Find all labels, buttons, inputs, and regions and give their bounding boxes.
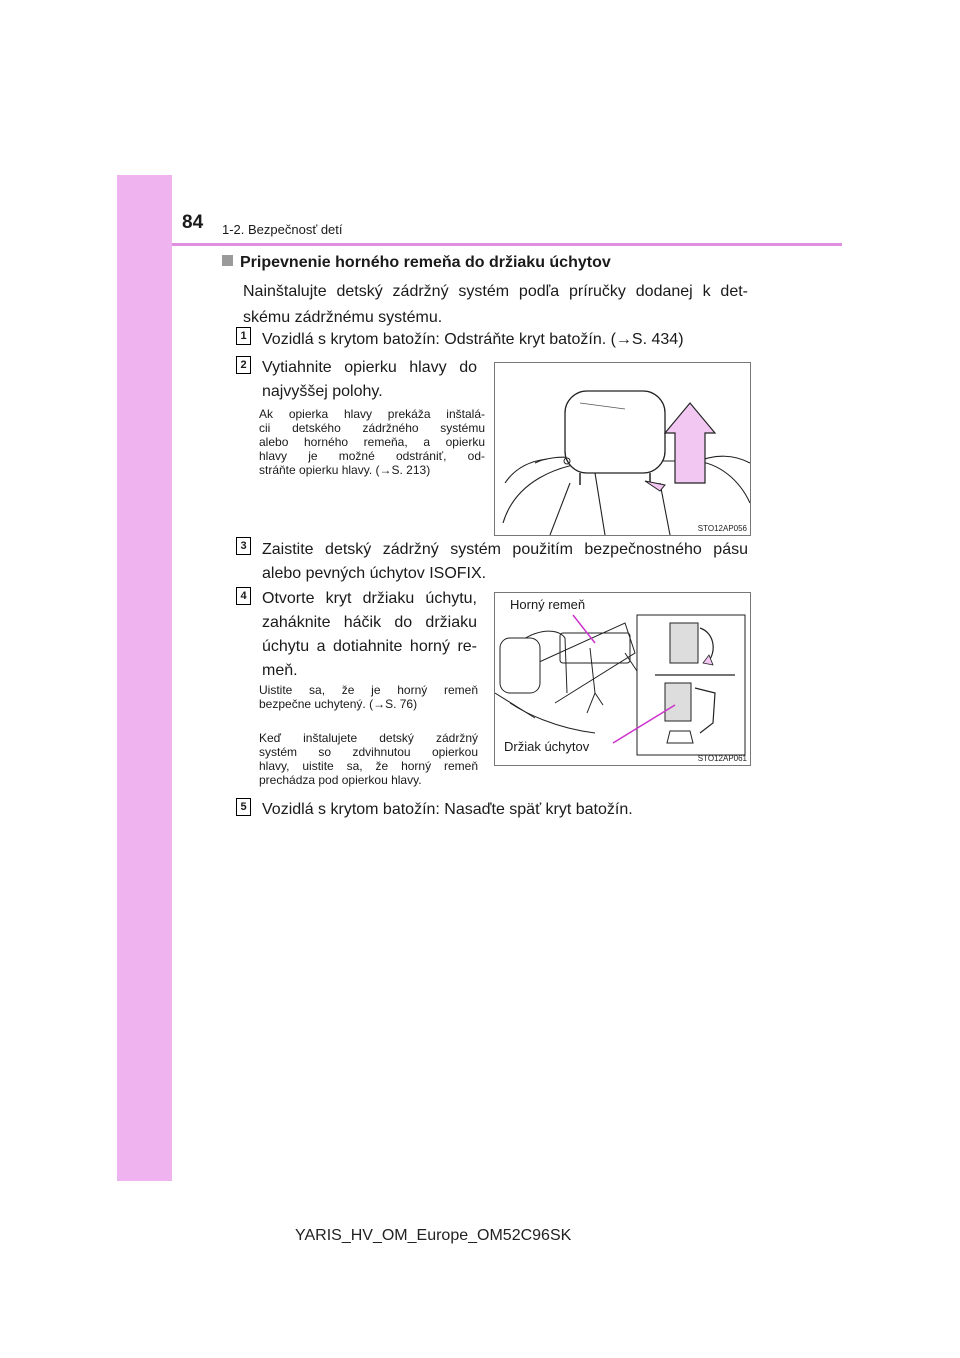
callout-anchor-bracket: Držiak úchytov: [504, 739, 590, 754]
figure-code: STO12AP061: [697, 754, 747, 763]
headrest-figure: [494, 362, 751, 536]
intro-paragraph: Nainštalujte detský zádržný systém podľa príručky dodanej k det- skému zádržnému systému.: [243, 283, 748, 326]
chapter-sidebar-tab: [117, 175, 172, 1181]
page-number: 84: [182, 212, 204, 233]
step-number-4: 4: [236, 587, 251, 605]
step-4-note-a: Uistite sa, že je horný remeň bezpečne uchytený. (→S. 76): [259, 683, 478, 711]
step-3-text: Zaistite detský zádržný systém použitím bezpečnostného pásu alebo pevných úchytov ISOFIX.: [262, 541, 748, 582]
step-number-3: 3: [236, 537, 251, 555]
step-5-text: Vozidlá s krytom batožín: Nasaďte späť kryt batožín.: [262, 801, 633, 818]
step-4-note-b: Keď inštalujete detský zádržný systém so zdvihnutou opierkou hlavy, uistite sa, že horný remeň prechádza pod opierkou hlavy.: [259, 731, 478, 787]
step-number-5: 5: [236, 798, 251, 816]
section-title: 1-2. Bezpečnosť detí: [222, 222, 343, 237]
callout-top-strap: Horný remeň: [510, 597, 586, 612]
document-footer-code: YARIS_HV_OM_Europe_OM52C96SK: [295, 1227, 572, 1244]
step-2-text: Vytiahnite opierku hlavy do najvyššej polohy.: [262, 359, 477, 400]
step-number-2: 2: [236, 356, 251, 374]
step-number-1: 1: [236, 327, 251, 345]
anchor-figure: [494, 592, 751, 766]
square-bullet-icon: [222, 255, 233, 266]
header-rule: [172, 243, 842, 246]
headrest-illustration: [495, 363, 750, 535]
step-1-text: Vozidlá s krytom batožín: Odstráňte kryt batožín. (→S. 434): [262, 331, 684, 348]
procedure-heading: Pripevnenie horného remeňa do držiaku úchytov: [222, 254, 611, 272]
step-2-note: Ak opierka hlavy prekáža inštalá- cii detského zádržného systému alebo horného remeňa, a opierku hlavy je možné odstrániť, od- stráňte opierku hlavy. (→S. 213): [259, 407, 485, 477]
figure-code: STO12AP056: [697, 524, 747, 533]
step-4-text: Otvorte kryt držiaku úchytu, zaháknite háčik do držiaku úchytu a dotiahnite horný re- meň.: [262, 590, 477, 679]
